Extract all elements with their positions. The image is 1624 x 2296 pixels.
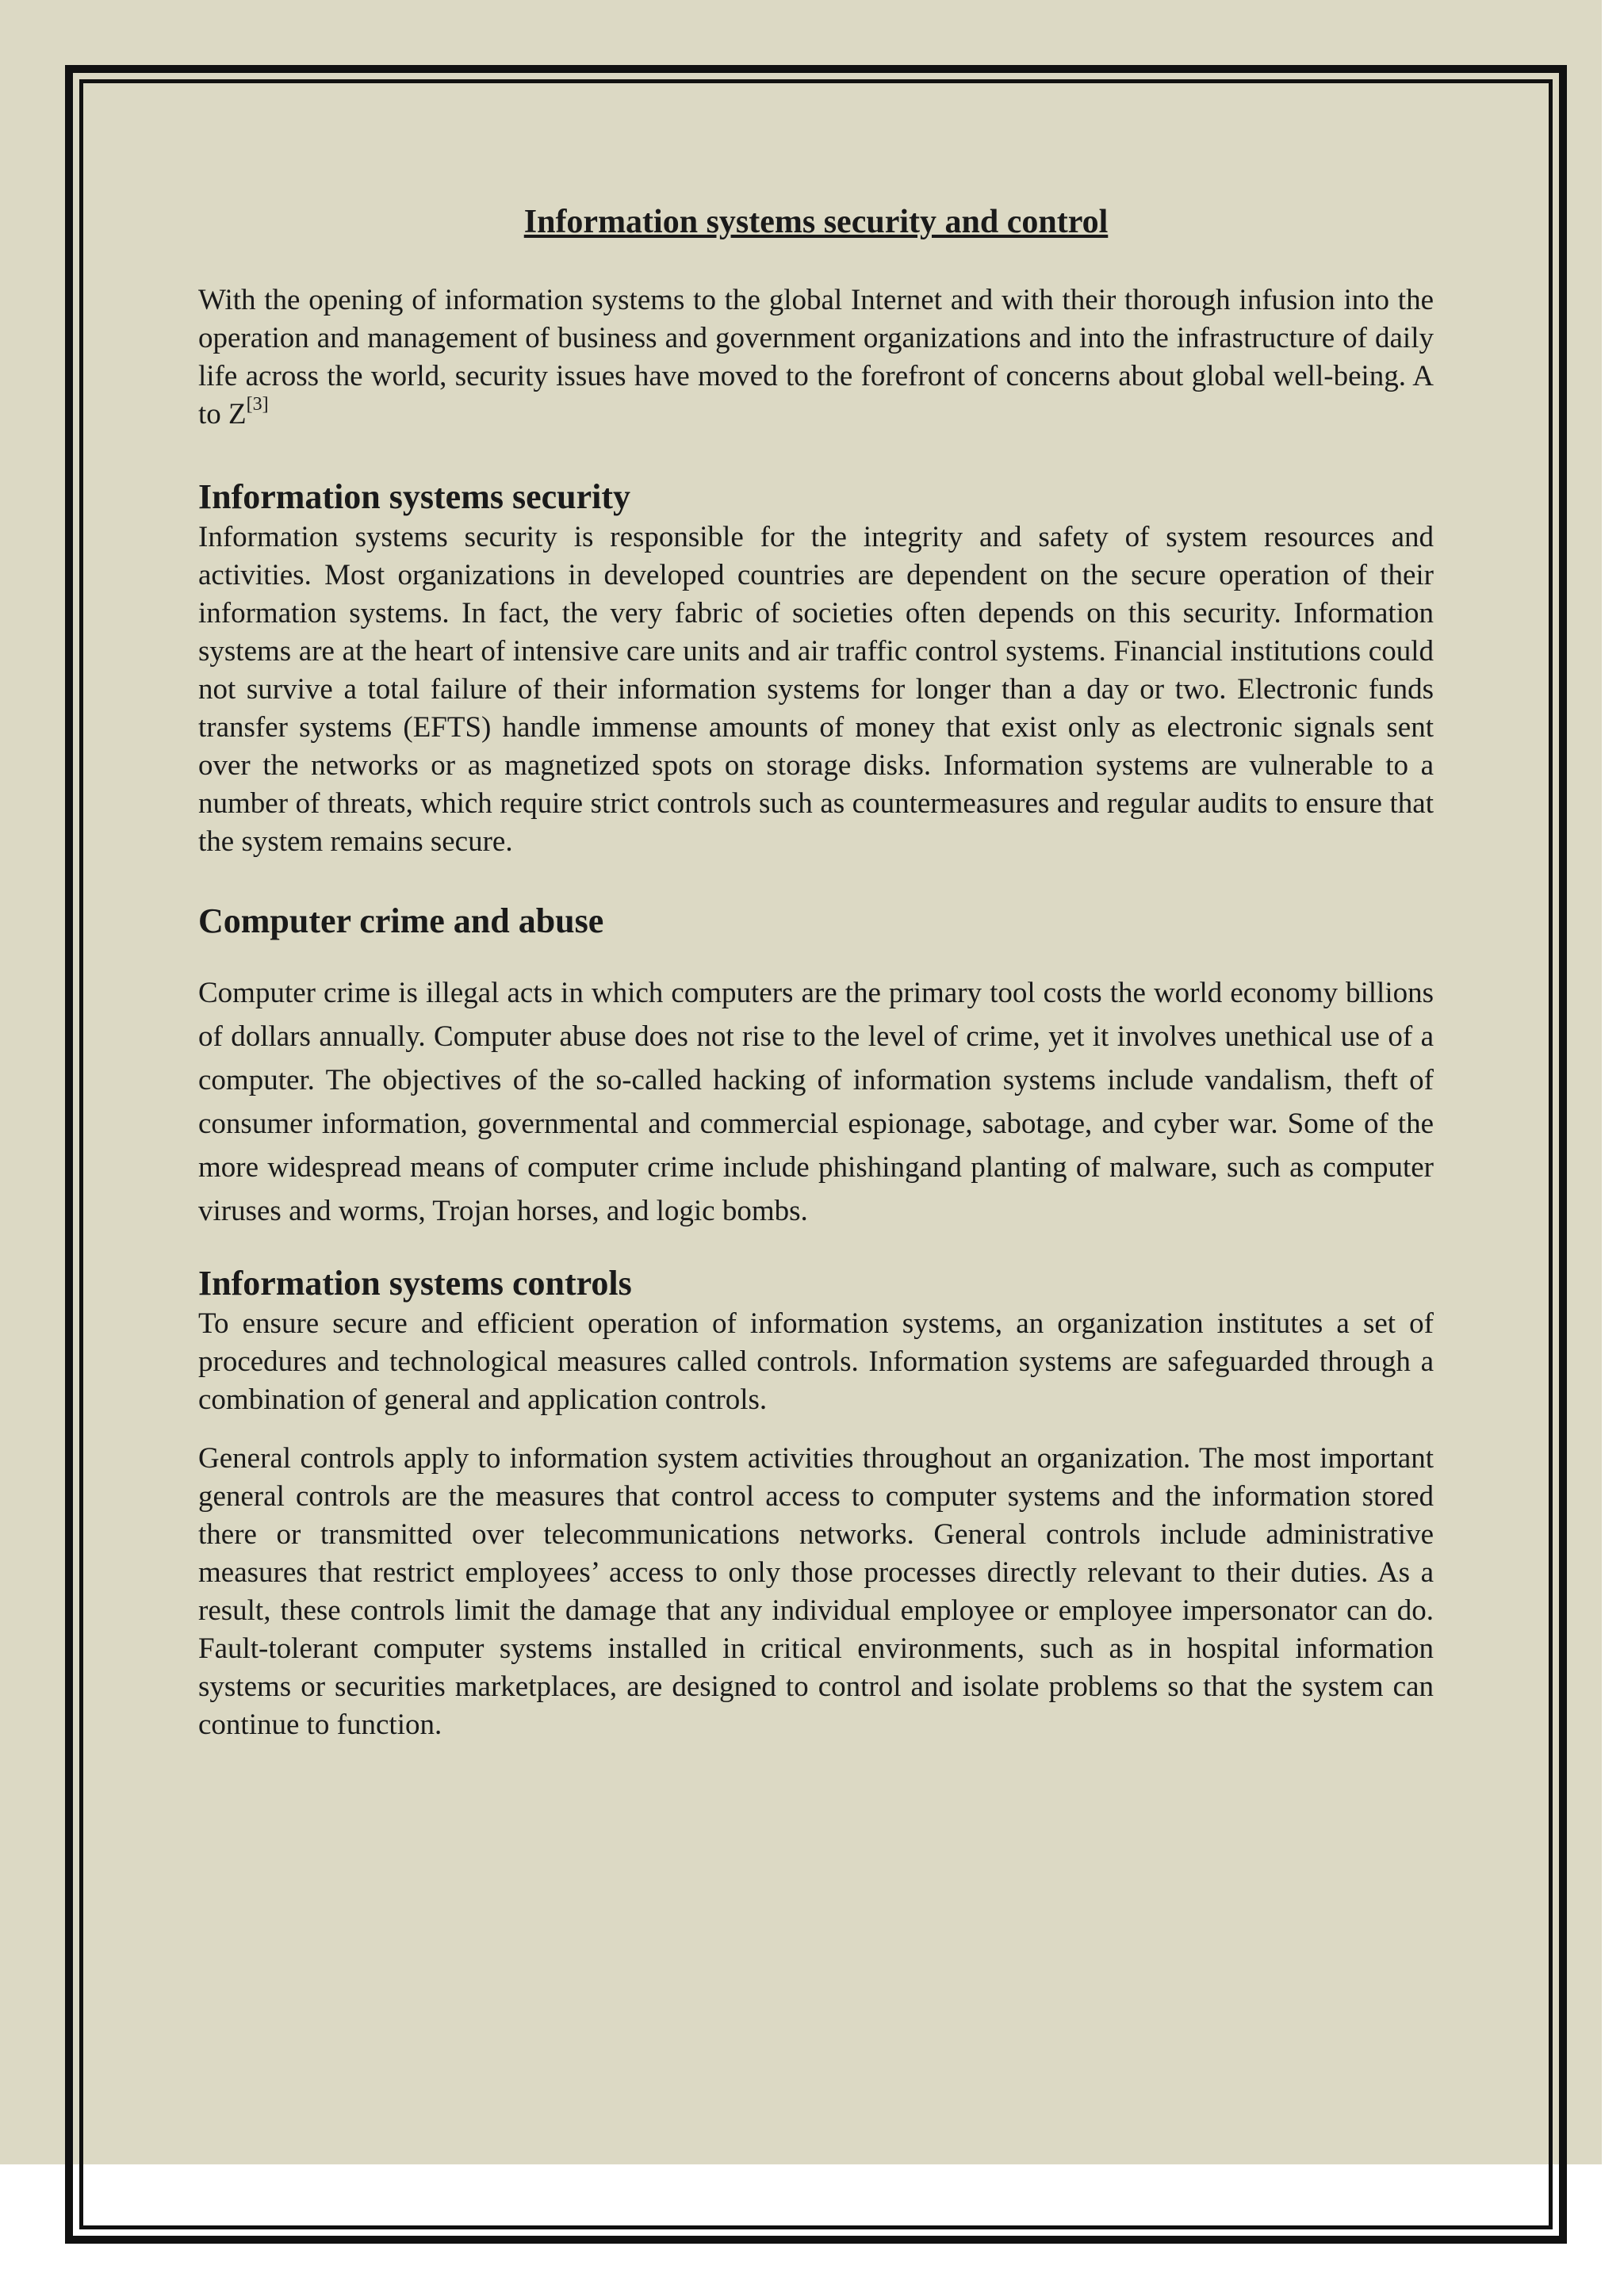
intro-paragraph — [198, 281, 1434, 434]
controls-paragraph-2: General controls apply to information system activities throughout an organization. The most important general controls are the measures that control access to computer systems and the information stored there or transmitted over telecommunications networks. General controls include administrative measures that restrict employees’ access to only those processes directly relevant to their duties. As a result, these controls limit the damage that any individual employee or employee impersonator can do. Fault-tolerant computer systems installed in critical environments, such as in hospital information systems or securities marketplaces, are designed to control and isolate problems so that the system can continue to function. — [198, 1441, 1434, 1741]
security-paragraph: Information systems security is responsible for the integrity and safety of system resources and activities. Most organizations in developed countries are dependent on the secure operation of their information systems. In fact, the very fabric of societies often depends on this security. Information systems are at the heart of intensive care units and air traffic control systems. Financial institutions could not survive a total failure of their information systems for longer than a day or two. Electronic funds transfer systems (EFTS) handle immense amounts of money that exist only as electronic signals sent over the networks or as magnetized spots on storage disks. Information systems are vulnerable to a number of threats, which require strict controls such as countermeasures and regular audits to ensure that the system remains secure. — [198, 521, 1434, 859]
intro-text: With the opening of information systems to the global Internet and with their thorough infusion into the operation and management of business and government organizations and into the infrastructure of daily life across the world, security issues have moved to the forefront of concerns about global well-being. A to Z — [198, 284, 1434, 431]
controls-paragraph-1: To ensure secure and efficient operation of information systems, an organization institutes a set of procedures and technological measures called controls. Information systems are safeguarded through a combination of general and application controls. — [198, 1307, 1434, 1416]
crime-paragraph: Computer crime is illegal acts in which computers are the primary tool costs the world economy billions of dollars annually. Computer abuse does not rise to the level of crime, yet it involves unethical use of a computer. The objectives of the so-called hacking of information systems include vandalism, theft of consumer information, governmental and commercial espionage, sabotage, and cyber war. Some of the more widespread means of computer crime include phishingand planting of malware, such as computer viruses and worms, Trojan horses, and logic bombs. — [198, 976, 1434, 1227]
section-heading-controls: Information systems controls — [198, 1263, 632, 1303]
section-heading-security: Information systems security — [198, 477, 631, 517]
page-title: Information systems security and control — [523, 204, 1109, 240]
document-body — [198, 202, 1434, 1744]
citation-reference: [3] — [246, 394, 269, 415]
section-heading-crime: Computer crime and abuse — [198, 901, 604, 941]
